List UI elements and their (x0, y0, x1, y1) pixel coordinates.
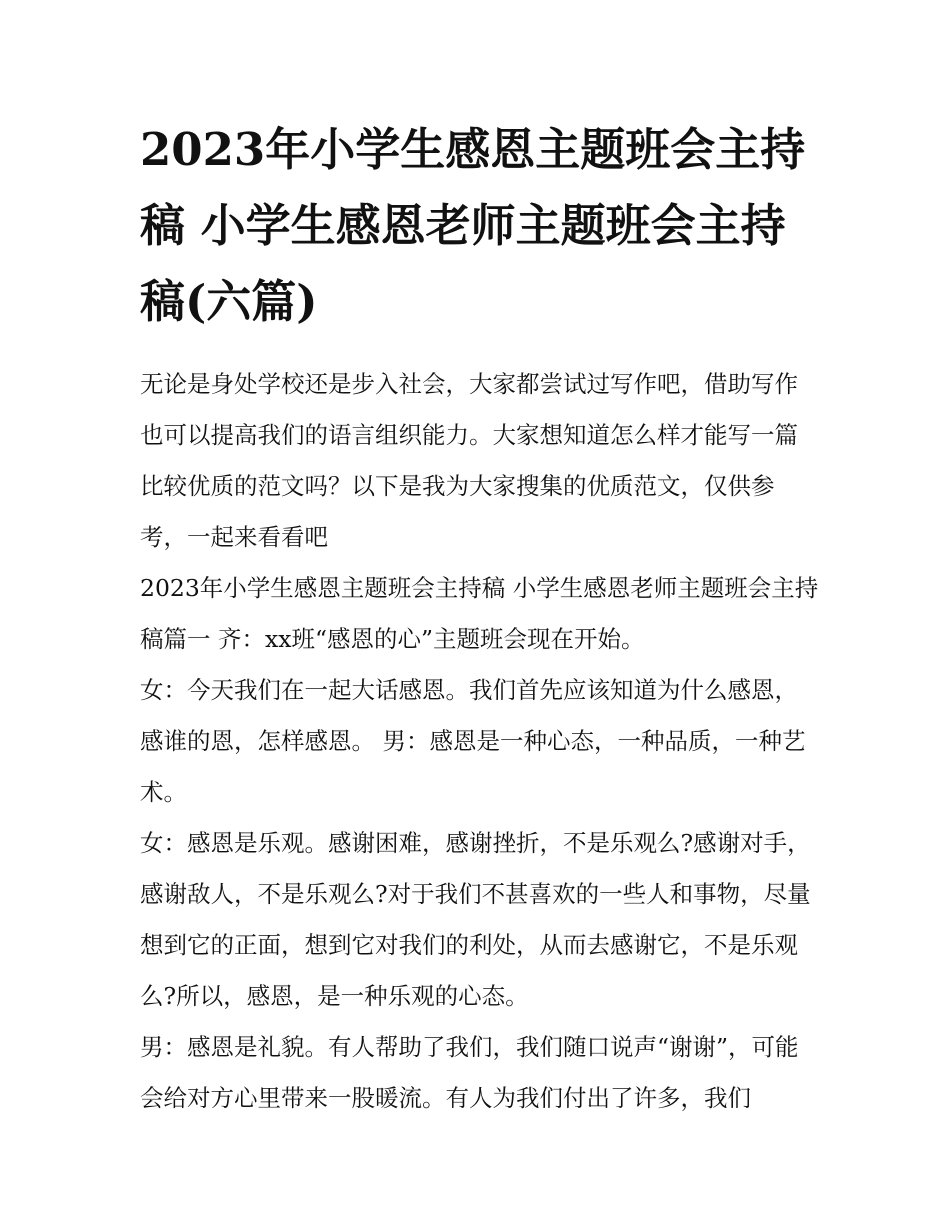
paragraph-heading-part-one: 2023年小学生感恩主题班会主持稿 小学生感恩老师主题班会主持稿篇一 齐：xx班“感恩的心”主题班会现在开始。 (140, 574, 819, 653)
paragraph-dialogue-2: 女：感恩是乐观。感谢困难，感谢挫折，不是乐观么?感谢对手，感谢敌人，不是乐观么?对于我们不甚喜欢的一些人和事物，尽量想到它的正面，想到它对我们的利处，从而去感谢它，不是乐观么?所以，感恩，是一种乐观的心态。 (140, 829, 811, 1010)
document-title: 2023年小学生感恩主题班会主持稿 小学生感恩老师主题班会主持稿(六篇) (140, 123, 806, 328)
paragraph-dialogue-3: 男：感恩是礼貌。有人帮助了我们，我们随口说声“谢谢”，可能会给对方心里带来一股暖流。有人为我们付出了许多，我们 (140, 1033, 799, 1112)
paragraph-dialogue-1: 女：今天我们在一起大话感恩。我们首先应该知道为什么感恩，感谁的恩，怎样感恩。 男：感恩是一种心态，一种品质，一种艺术。 (140, 676, 806, 806)
paragraph-intro: 无论是身处学校还是步入社会，大家都尝试过写作吧，借助写作也可以提高我们的语言组织能力。大家想知道怎么样才能写一篇比较优质的范文吗？以下是我为大家搜集的优质范文，仅供参考，一起来看看吧 (140, 370, 798, 551)
document-page (140, 112, 820, 1124)
